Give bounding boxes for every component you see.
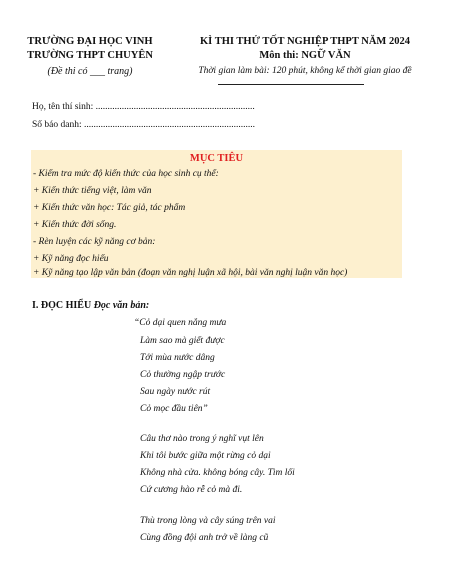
page-count-note: (Đề thi có ___ trang): [47, 66, 133, 77]
objective-line: - Rèn luyện các kỹ năng cơ bản:: [33, 237, 156, 247]
poem-line: Không nhà cửa. không bóng cây. Tìm lối: [140, 468, 295, 478]
objective-line: - Kiểm tra mức độ kiến thức của học sinh cụ thể:: [33, 169, 219, 179]
objective-line: + Kiến thức văn học: Tác giả, tác phẩm: [33, 203, 186, 213]
header-underline: [218, 84, 364, 85]
poem-line: “Cỏ dại quen nắng mưa: [134, 318, 227, 328]
poem-line: Tới mùa nước dâng: [140, 353, 215, 363]
student-name-line: Họ, tên thí sinh: ...................................................................: [32, 102, 255, 112]
school-name: TRƯỜNG ĐẠI HỌC VINH: [27, 36, 153, 47]
poem-line: Làm sao mà giết được: [140, 336, 225, 346]
poem-line: Thù trong lòng và cây súng trên vai: [140, 516, 276, 526]
objective-line: + Kiến thức tiếng việt, làm văn: [33, 186, 152, 196]
objective-line: + Kiến thức đời sống.: [33, 220, 117, 230]
exam-title: KÌ THI THỬ TỐT NGHIỆP THPT NĂM 2024: [200, 36, 410, 47]
student-id-line: Số báo danh: ........................................................................: [32, 120, 255, 130]
section-heading: [32, 300, 149, 311]
poem-line: Câu thơ nào trong ý nghĩ vụt lên: [140, 434, 264, 444]
section-title: I. ĐỌC HIỂU: [32, 300, 92, 311]
poem-line: Sau ngày nước rút: [140, 387, 211, 397]
poem-line: Cứ cương hào rễ cỏ mà đi.: [140, 485, 243, 495]
poem-line: Cùng đồng đội anh trở về làng cũ: [140, 533, 269, 543]
poem-line: Khi tôi bước giữa một rừng cỏ dại: [140, 451, 271, 461]
section-subtitle: Đọc văn bản:: [93, 300, 150, 311]
objective-line: + Kỹ năng tạo lập văn bản (đoạn văn nghị luận xã hội, bài văn nghị luận văn học): [33, 268, 348, 278]
poem-line: Cỏ mọc đầu tiên”: [140, 404, 208, 414]
exam-duration: Thời gian làm bài: 120 phút, không kể thời gian giao đề: [198, 66, 412, 76]
school-branch: TRƯỜNG THPT CHUYÊN: [27, 50, 153, 61]
exam-subject: Môn thi: NGỮ VĂN: [259, 50, 351, 61]
objective-line: + Kỹ năng đọc hiểu: [33, 254, 109, 264]
poem-line: Cỏ thường ngập trước: [140, 370, 226, 380]
objectives-title: MỤC TIÊU: [189, 153, 244, 164]
objectives-box: [31, 150, 402, 278]
